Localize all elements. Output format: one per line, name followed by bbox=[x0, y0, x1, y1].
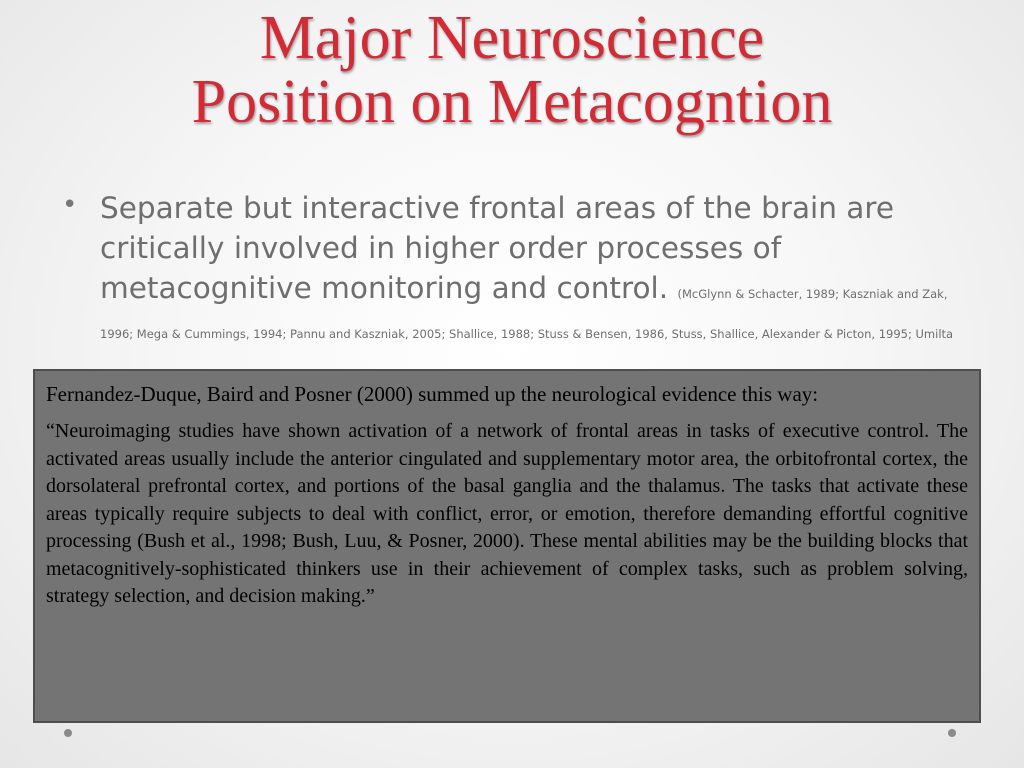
box-handle-bottom-left bbox=[64, 729, 72, 737]
quote-box bbox=[33, 369, 981, 723]
quote-text: “Neuroimaging studies have shown activation of a network of frontal areas in tasks of executive control. The activated areas usually include the anterior cingulated and supplementary motor area, the orbitofrontal cortex, the dorsolateral prefrontal cortex, and portions of the basal ganglia and the thalamus. The tasks that activate these areas typically require subjects to deal with conflict, error, or emotion, therefore demanding effortful cognitive processing (Bush et al., 1998; Bush, Luu, & Posner, 2000). These mental abilities may be the building blocks that metacognitively-sophisticated thinkers use in their achievement of complex tasks, such as problem solving, strategy selection, and decision making.” bbox=[46, 420, 968, 607]
quote-intro: Fernandez-Duque, Baird and Posner (2000) summed up the neurological evidence this way: bbox=[46, 382, 819, 406]
slide-title-line-2: Position on Metacogntion bbox=[191, 68, 833, 136]
bullet-text: Separate but interactive frontal areas of the brain are critically involved in higher order processes of metacognitive monitoring and control. bbox=[100, 191, 894, 305]
box-handle-bottom-right bbox=[948, 729, 956, 737]
slide-title-line-1: Major Neuroscience bbox=[259, 4, 765, 72]
bullet-citation: (McGlynn & Schacter, 1989; Kaszniak and Zak, 1996; Mega & Cummings, 1994; Pannu and Kaszniak, 2005; Shallice, 1988; Stuss & Bensen, 1986, Stuss, Shallice, Alexander & Picton, 1995; Umilta bbox=[100, 287, 954, 341]
bullet-item bbox=[100, 188, 962, 388]
slide-title bbox=[40, 6, 984, 134]
bullet-list bbox=[62, 188, 962, 388]
bullet-marker: • bbox=[62, 190, 78, 220]
